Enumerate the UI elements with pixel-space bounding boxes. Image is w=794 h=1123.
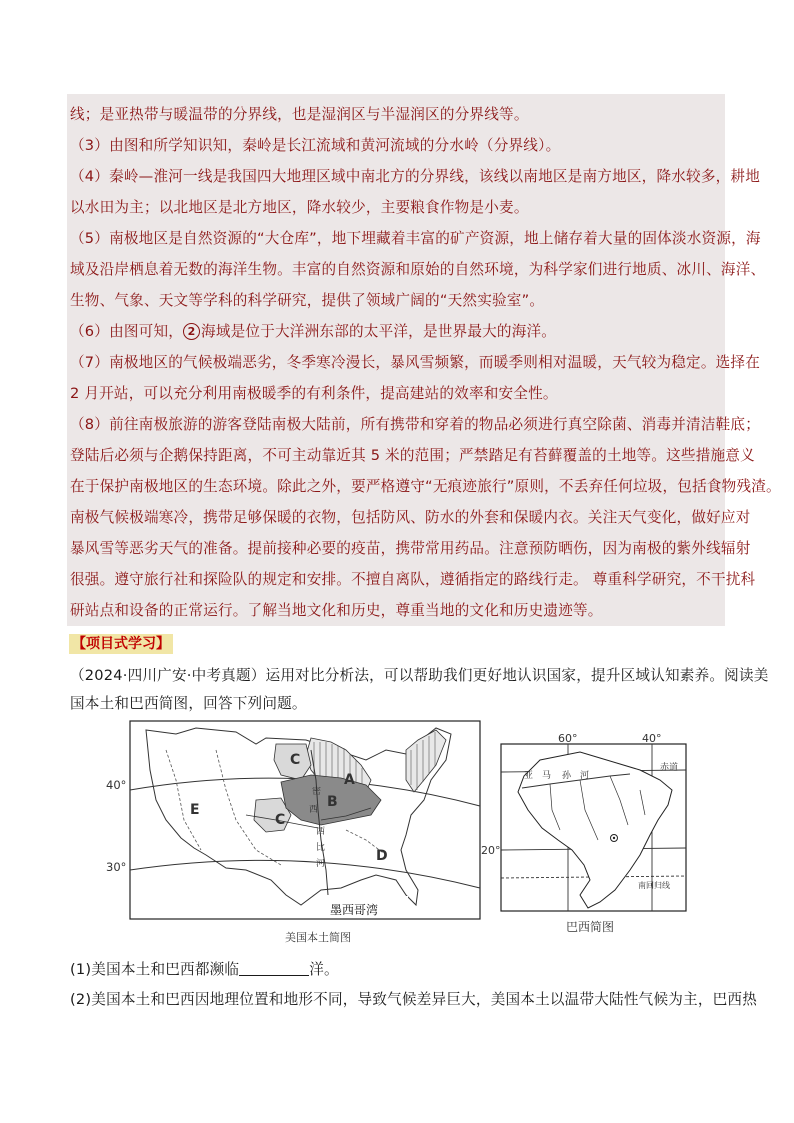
section-tag: 【项目式学习】 bbox=[69, 634, 173, 654]
river-label: 比 bbox=[316, 843, 326, 853]
question-text: 洋。 bbox=[309, 961, 339, 978]
answer-line: （4）秦岭—淮河一线是我国四大地理区域中南北方的分界线，该线以南地区是南方地区，降水较多，耕地 bbox=[70, 168, 761, 185]
answer-line: 登陆后必须与企鹅保持距离，不可主动靠近其 5 米的范围；严禁踏足有苔藓覆盖的土地等。这些措施意义 bbox=[70, 447, 755, 464]
question-text: (1)美国本土和巴西都濒临 bbox=[70, 961, 240, 978]
brazil-map bbox=[480, 730, 690, 940]
region-label-a: A bbox=[344, 772, 355, 788]
answer-line: （8）前往南极旅游的游客登陆南极大陆前，所有携带和穿着的物品必须进行真空除菌、消毒并清洁鞋底； bbox=[70, 416, 761, 433]
answer-text: 海域是位于大洋洲东部的太平洋，是世界最大的海洋。 bbox=[201, 323, 557, 340]
answer-line: 2 月开站，可以充分利用南极暖季的有利条件，提高建站的效率和安全性。 bbox=[70, 385, 558, 402]
us-map-caption: 美国本土简图 bbox=[285, 931, 351, 944]
answer-line: 在于保护南极地区的生态环境。除此之外，要严格遵守“无痕迹旅行”原则，不丢弃任何垃圾，包括食物残渣。 bbox=[70, 478, 781, 495]
gulf-label: 墨西哥湾 bbox=[330, 903, 379, 917]
tropic-label: 南回归线 bbox=[638, 881, 670, 890]
river-label: 亚 bbox=[524, 771, 534, 781]
river-label: 马 bbox=[542, 771, 552, 781]
region-label-e: E bbox=[190, 802, 200, 818]
answer-line bbox=[70, 320, 556, 341]
latitude-label: 20° bbox=[481, 844, 501, 857]
question-1 bbox=[70, 958, 339, 979]
river-label: 河 bbox=[316, 859, 326, 869]
question-intro: 国本土和巴西简图，回答下列问题。 bbox=[70, 695, 307, 712]
question-intro: （2024·四川广安·中考真题）运用对比分析法，可以帮助我们更好地认识国家，提升区域认知素养。阅读美 bbox=[70, 667, 769, 684]
answer-line: （5）南极地区是自然资源的“大仓库”，地下埋藏着丰富的矿产资源，地上储存着大量的固体淡水资源，海 bbox=[70, 230, 761, 247]
answer-line: 南极气候极端寒冷，携带足够保暖的衣物，包括防风、防水的外套和保暖内衣。关注天气变化，做好应对 bbox=[70, 509, 751, 526]
equator-label: 赤道 bbox=[660, 763, 679, 773]
answer-line: 生物、气象、天文等学科的科学研究，提供了领域广阔的“天然实验室”。 bbox=[70, 292, 545, 309]
answer-line: （7）南极地区的气候极端恶劣，冬季寒冷漫长，暴风雪频繁，而暖季则相对温暖，天气较为稳定。选择在 bbox=[70, 354, 761, 371]
answer-line: （3）由图和所学知识知，秦岭是长江流域和黄河流域的分水岭（分界线）。 bbox=[70, 137, 561, 154]
region-label-c: C bbox=[275, 812, 286, 828]
river-label: 西 bbox=[309, 805, 319, 815]
answer-line: 域及沿岸栖息着无数的海洋生物。丰富的自然资源和原始的自然环境，为科学家们进行地质、冰川、海洋、 bbox=[70, 261, 766, 278]
brazil-map-caption: 巴西简图 bbox=[566, 920, 615, 934]
answer-line: 暴风雪等恶劣天气的准备。提前接种必要的疫苗，携带常用药品。注意预防晒伤，因为南极的紫外线辐射 bbox=[70, 540, 751, 557]
answer-line: 研站点和设备的正常运行。了解当地文化和历史，尊重当地的文化和历史遗迹等。 bbox=[70, 602, 603, 619]
river-label: 西 bbox=[316, 827, 326, 837]
region-label-b: B bbox=[327, 794, 338, 810]
latitude-label: 30° bbox=[106, 860, 127, 874]
longitude-label: 60° bbox=[558, 732, 578, 745]
answer-line: 线；是亚热带与暖温带的分界线，也是湿润区与半湿润区的分界线等。 bbox=[70, 106, 529, 123]
river-label: 孙 bbox=[562, 771, 572, 781]
region-label-d: D bbox=[376, 848, 388, 864]
circled-number: 2 bbox=[183, 323, 200, 340]
river-label: 河 bbox=[580, 771, 590, 781]
latitude-label: 40° bbox=[106, 778, 127, 792]
us-map bbox=[106, 720, 484, 924]
longitude-label: 40° bbox=[642, 732, 662, 745]
region-label-c: C bbox=[290, 752, 301, 768]
answer-line: 很强。遵守旅行社和探险队的规定和安排。不擅自离队，遵循指定的路线行走。 尊重科学研究，不干扰科 bbox=[70, 571, 756, 588]
answer-blank[interactable] bbox=[239, 961, 309, 976]
answer-line: 以水田为主；以北地区是北方地区，降水较少，主要粮食作物是小麦。 bbox=[70, 199, 529, 216]
answer-text: （6）由图可知， bbox=[70, 323, 184, 340]
river-label: 密 bbox=[312, 787, 322, 797]
question-2: (2)美国本土和巴西因地理位置和地形不同，导致气候差异巨大，美国本土以温带大陆性气候为主，巴西热 bbox=[70, 991, 757, 1008]
